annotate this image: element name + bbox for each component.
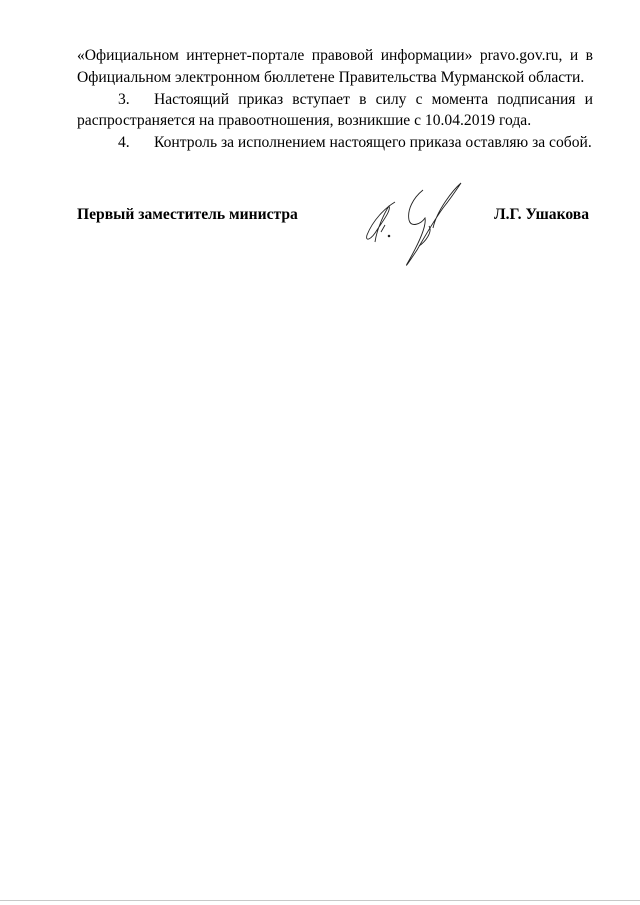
paragraph-3-line-1 [118, 90, 593, 110]
handwritten-signature [355, 180, 470, 270]
signatory-position: Первый заместитель министра [77, 206, 298, 223]
paragraph-4-line-1 [118, 133, 593, 153]
paragraph-3-line-2: распространяется на правоотношения, возникшие с 10.04.2019 года. [77, 112, 532, 129]
signatory-name: Л.Г. Ушакова [494, 206, 590, 223]
paragraph-2-line-1: «Официальном интернет-портале правовой информации» pravo.gov.ru, и в [77, 47, 593, 64]
paragraph-text: Настоящий приказ вступает в силу с момента подписания и [154, 91, 593, 108]
paragraph-number: 3. [118, 91, 130, 108]
page-bottom-edge [0, 900, 640, 901]
paragraph-2-line-2: Официальном электронном бюллетене Правительства Мурманской области. [77, 69, 585, 86]
paragraph-text: Контроль за исполнением настоящего приказа оставляю за собой. [154, 134, 592, 151]
paragraph-number: 4. [118, 134, 130, 151]
